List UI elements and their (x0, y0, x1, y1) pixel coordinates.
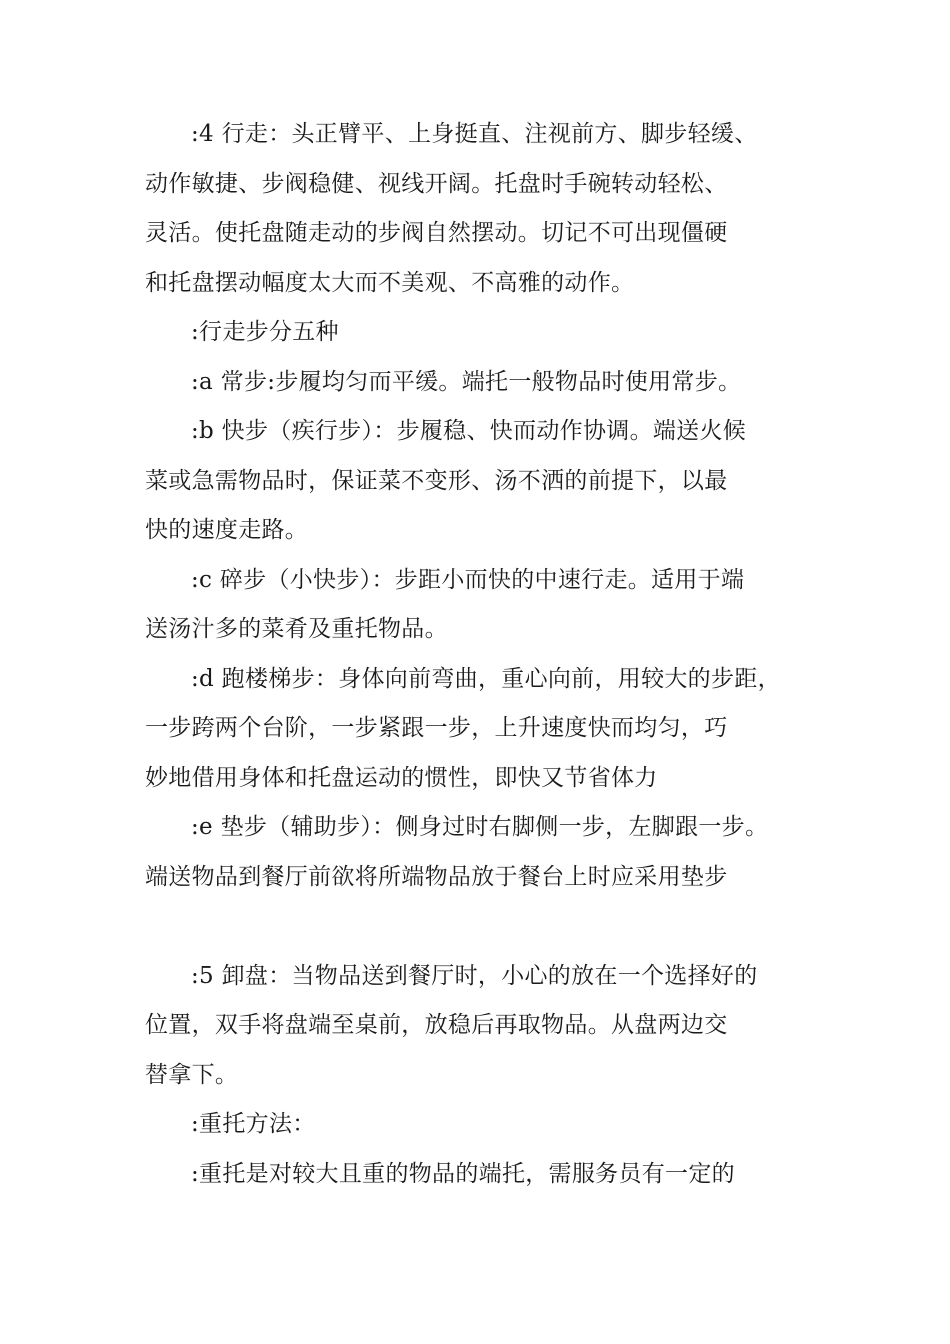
text-line: 端送物品到餐厅前欲将所端物品放于餐台上时应采用垫步 (145, 863, 728, 890)
text-line: :d 跑楼梯步：身体向前弯曲，重心向前，用较大的步距， (191, 665, 781, 692)
text-line: :c 碎步（小快步）：步距小而快的中速行走。适用于端 (191, 566, 745, 593)
text-line: 替拿下。 (145, 1061, 239, 1088)
text-line: 一步跨两个台阶，一步紧跟一步，上升速度快而均匀，巧 (145, 715, 728, 741)
text-line: 快的速度走路。 (145, 517, 309, 543)
paragraph-walking (145, 110, 815, 308)
document-body (145, 110, 815, 1199)
text-line: 菜或急需物品时，保证菜不变形、汤不洒的前提下，以最 (145, 467, 728, 494)
paragraph-step-d (145, 655, 815, 804)
paragraph-step-c (145, 556, 815, 655)
paragraph-five-steps (145, 308, 815, 358)
text-line: 位置，双手将盘端至桌前，放稳后再取物品。从盘两边交 (145, 1012, 728, 1038)
blank-line (145, 902, 815, 952)
text-line: 送汤汁多的菜肴及重托物品。 (145, 616, 448, 642)
text-line: :4 行走：头正臂平、上身挺直、注视前方、脚步轻缓、 (191, 121, 758, 147)
text-line: :e 垫步（辅助步）：侧身过时右脚侧一步，左脚跟一步。 (191, 814, 769, 840)
paragraph-heavy-desc (145, 1150, 815, 1200)
paragraph-heavy-method (145, 1100, 815, 1150)
text-line: 妙地借用身体和托盘运动的惯性，即快又节省体力 (145, 764, 658, 791)
text-line: :5 卸盘：当物品送到餐厅时，小心的放在一个选择好的 (191, 962, 758, 989)
text-line: 动作敏捷、步阀稳健、视线开阔。托盘时手碗转动轻松、 (145, 170, 728, 197)
paragraph-step-e (145, 803, 815, 902)
text-line: :行走步分五种 (191, 319, 339, 345)
text-line: :a 常步:步履均匀而平缓。端托一般物品时使用常步。 (191, 368, 742, 395)
text-line: :重托方法： (191, 1111, 316, 1137)
text-line: :b 快步（疾行步）：步履稳、快而动作协调。端送火候 (191, 418, 747, 444)
paragraph-step-b (145, 407, 815, 556)
text-line: 和托盘摆动幅度太大而不美观、不高雅的动作。 (145, 269, 635, 296)
text-line: :重托是对较大且重的物品的端托，需服务员有一定的 (191, 1160, 735, 1187)
paragraph-unloading (145, 952, 815, 1101)
paragraph-step-a (145, 358, 815, 408)
text-line: 灵活。使托盘随走动的步阀自然摆动。切记不可出现僵硬 (145, 220, 728, 246)
